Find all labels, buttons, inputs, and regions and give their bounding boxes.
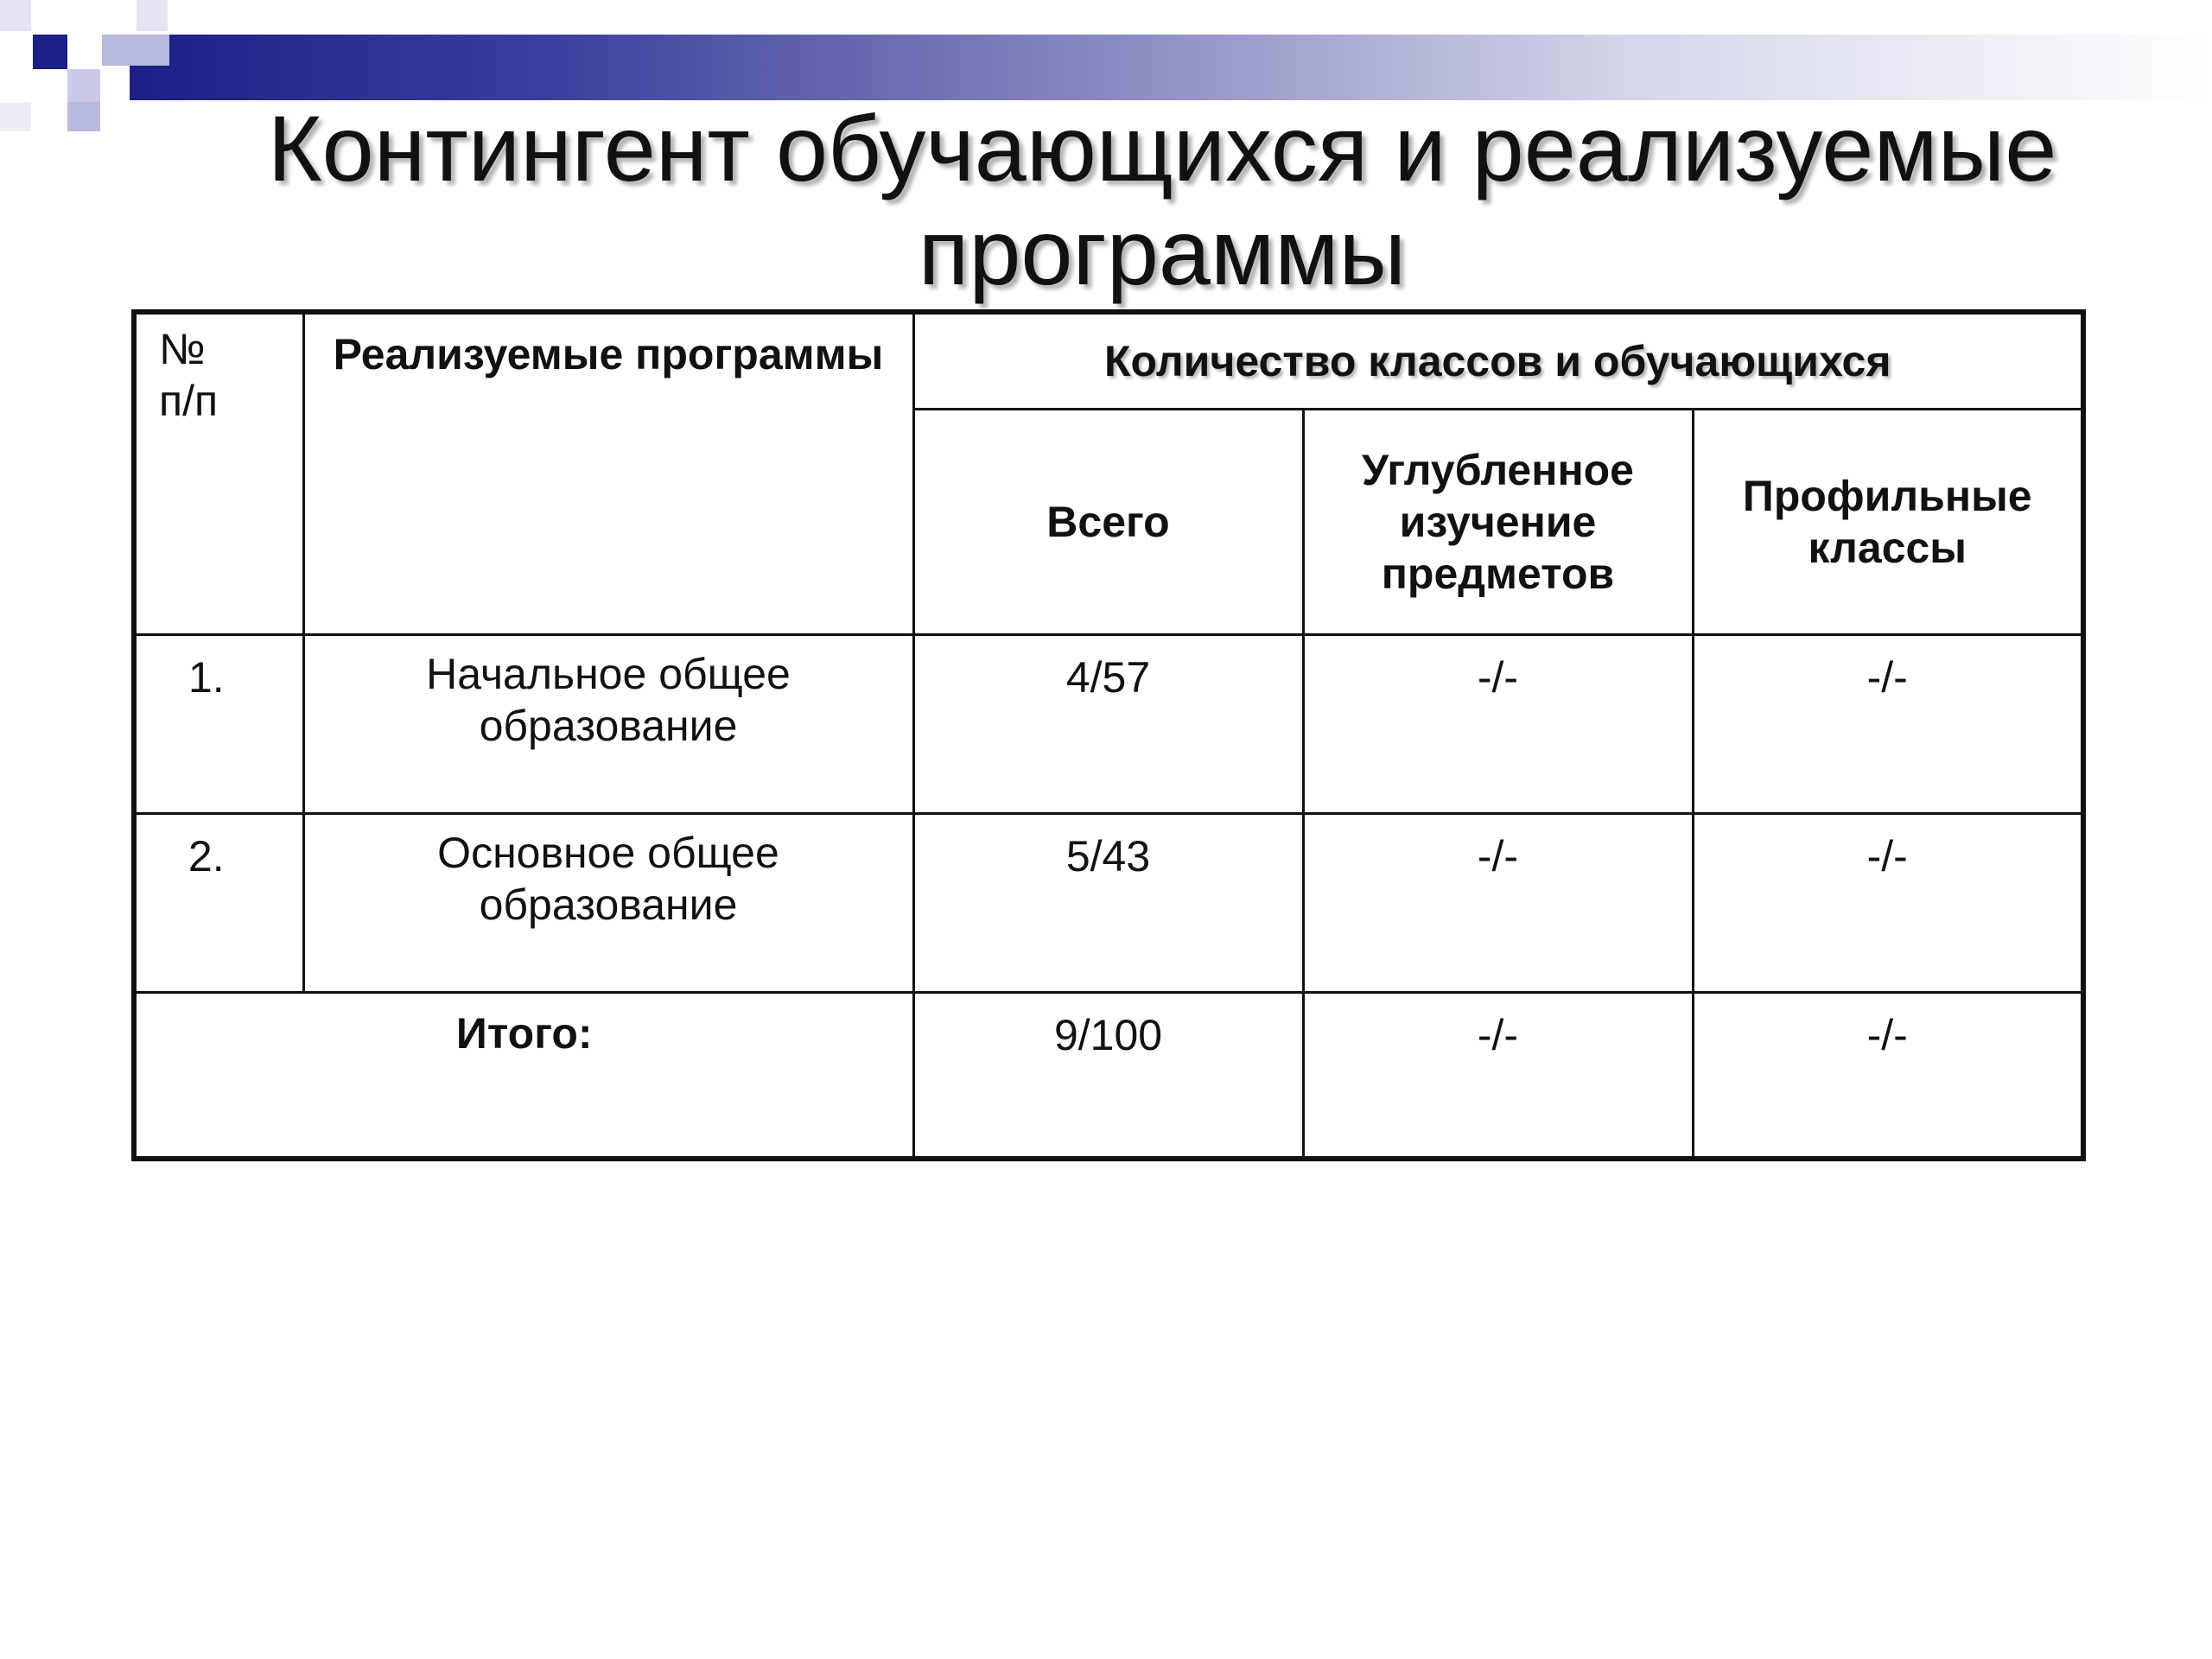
total-profile-classes: -/-: [1693, 993, 2083, 1160]
decor-square: [67, 69, 100, 102]
header-classes-students: Количество классов и обучающихся: [913, 312, 2083, 410]
table-header-row: [134, 312, 2083, 410]
total-value: 9/100: [913, 993, 1303, 1160]
students-programs-table: [131, 309, 2086, 1161]
decor-square: [67, 102, 100, 131]
slide-title: [130, 97, 2195, 304]
decor-square: [102, 35, 169, 66]
row-number: 1.: [134, 635, 303, 814]
header-num: № п/п: [134, 312, 303, 635]
header-profile-classes: Профильные классы: [1693, 410, 2083, 635]
slide-title-line-1: Контингент обучающихся и реализуемые: [267, 96, 2057, 200]
row-program: Начальное общее образование: [303, 635, 913, 814]
decor-square: [0, 102, 31, 131]
header-deep-study: Углубленное изучение предметов: [1303, 410, 1693, 635]
header-gradient-band: [130, 35, 2212, 100]
decor-square: [0, 0, 31, 31]
row-program: Основное общее образование: [303, 814, 913, 993]
decor-square: [33, 35, 67, 69]
header-programs: Реализуемые программы: [303, 312, 913, 635]
header-total: Всего: [913, 410, 1303, 635]
total-deep-study: -/-: [1303, 993, 1693, 1160]
row-deep-study: -/-: [1303, 814, 1693, 993]
row-deep-study: -/-: [1303, 635, 1693, 814]
row-total: 4/57: [913, 635, 1303, 814]
table-total-row: [134, 993, 2083, 1160]
decor-square: [137, 0, 168, 31]
table-row: [134, 635, 2083, 814]
table-row: [134, 814, 2083, 993]
slide-title-line-2: программы: [918, 200, 1407, 304]
row-total: 5/43: [913, 814, 1303, 993]
row-profile-classes: -/-: [1693, 814, 2083, 993]
row-profile-classes: -/-: [1693, 635, 2083, 814]
row-number: 2.: [134, 814, 303, 993]
total-label: Итого:: [134, 993, 913, 1160]
